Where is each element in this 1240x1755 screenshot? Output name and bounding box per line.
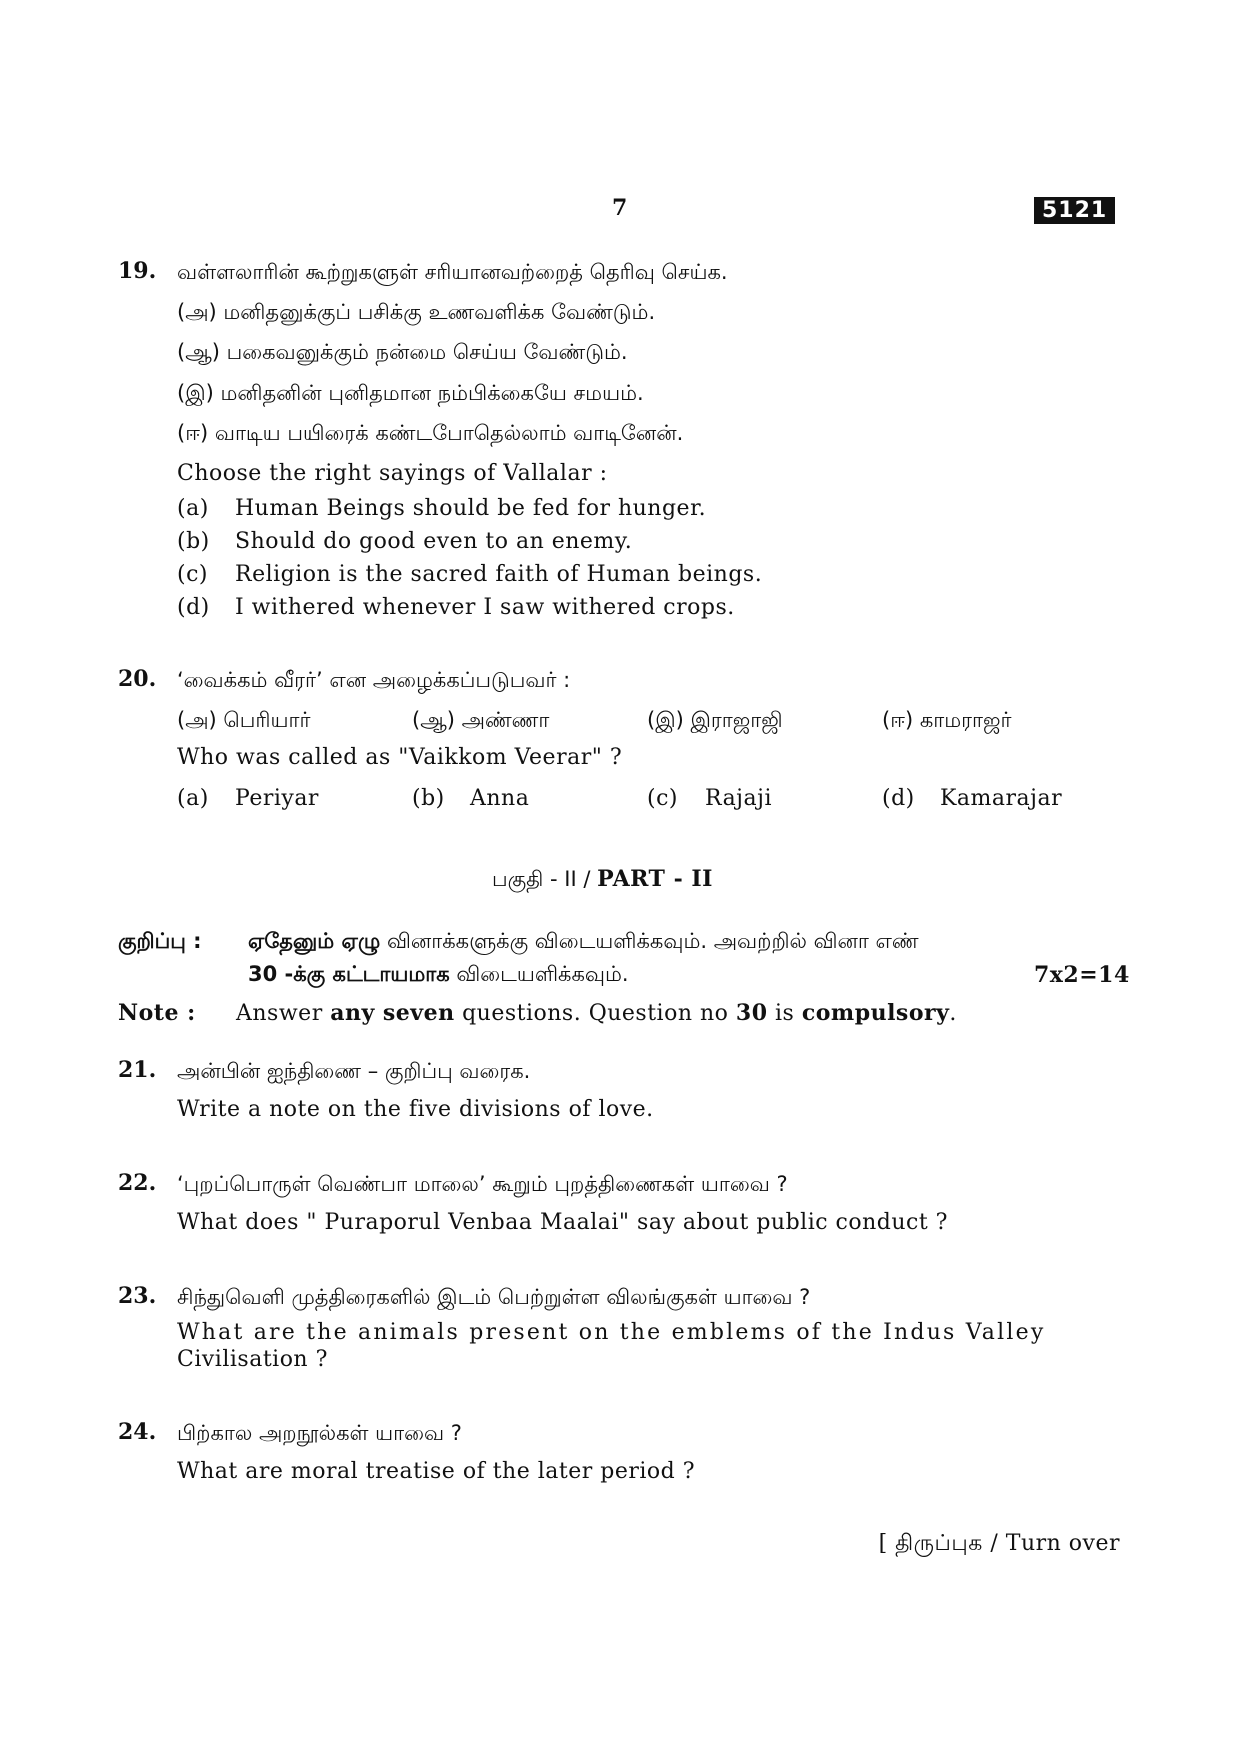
note-text: Answer: [236, 1001, 331, 1026]
option-label: (a): [177, 496, 209, 521]
option-text: I withered whenever I saw withered crops.: [235, 595, 735, 620]
english-option: [882, 786, 1062, 811]
part-heading: [492, 866, 713, 894]
option-label: (b): [412, 786, 445, 811]
part-heading-english: PART - II: [597, 866, 713, 892]
question-number: 22.: [118, 1170, 157, 1196]
note-english: [236, 1000, 957, 1026]
question-english: Choose the right sayings of Vallalar :: [177, 461, 608, 486]
tamil-option: (இ) இராஜாஜி: [647, 708, 783, 732]
question-tamil: அன்பின் ஐந்திணை – குறிப்பு வரைக.: [177, 1059, 531, 1083]
part-heading-tamil: பகுதி - II /: [492, 867, 598, 891]
english-option: [177, 786, 319, 811]
question-english: Civilisation ?: [177, 1347, 328, 1372]
option-label: (d): [177, 595, 210, 620]
english-option: [177, 529, 632, 554]
question-english: Write a note on the five divisions of love.: [177, 1097, 654, 1122]
option-text: Periyar: [235, 786, 319, 811]
english-option: [177, 562, 762, 587]
question-english: What are moral treatise of the later period ?: [177, 1459, 696, 1484]
turn-over-note: [ திருப்புக / Turn over: [878, 1531, 1120, 1556]
note-bold: 30: [735, 1000, 768, 1026]
tamil-option: (ஈ) காமராஜர்: [882, 708, 1012, 732]
tamil-option: (ஈ) வாடிய பயிரைக் கண்டபோதெல்லாம் வாடினேன்.: [177, 421, 684, 445]
english-option: [177, 595, 735, 620]
option-label: (b): [177, 529, 210, 554]
note-text: விடையளிக்கவும்.: [449, 962, 629, 986]
note-text: வினாக்களுக்கு விடையளிக்கவும். அவற்றில் வினா எண்: [380, 929, 919, 953]
option-label: (c): [647, 786, 678, 811]
tamil-option: (அ) மனிதனுக்குப் பசிக்கு உணவளிக்க வேண்டும்.: [177, 300, 656, 324]
option-label: (d): [882, 786, 915, 811]
question-number: 24.: [118, 1419, 157, 1445]
question-tamil: ‘வைக்கம் வீரர்’ என அழைக்கப்படுபவர் :: [177, 668, 571, 692]
option-text: Anna: [470, 786, 530, 811]
english-option: [177, 496, 706, 521]
question-tamil: சிந்துவெளி முத்திரைகளில் இடம் பெற்றுள்ள விலங்குகள் யாவை ?: [177, 1285, 811, 1309]
note-text: .: [949, 1001, 957, 1026]
tamil-option: (ஆ) அண்ணா: [412, 708, 550, 732]
question-english: Who was called as "Vaikkom Veerar" ?: [177, 745, 623, 770]
tamil-option: (இ) மனிதனின் புனிதமான நம்பிக்கையே சமயம்.: [177, 381, 644, 405]
note-tamil-line2: [248, 962, 629, 989]
marks-allocation: 7x2=14: [1034, 962, 1130, 988]
note-bold: any seven: [330, 1000, 455, 1026]
option-label: (c): [177, 562, 208, 587]
note-bold: compulsory: [801, 1000, 950, 1026]
question-english: What does " Puraporul Venbaa Maalai" say about public conduct ?: [177, 1210, 948, 1235]
option-text: Human Beings should be fed for hunger.: [235, 496, 707, 521]
note-bold: 30 -க்கு கட்டாயமாக: [248, 962, 450, 986]
option-label: (a): [177, 786, 209, 811]
question-number: 20.: [118, 666, 157, 692]
english-option: [412, 786, 529, 811]
note-text: questions. Question no: [454, 1001, 736, 1026]
question-number: 21.: [118, 1057, 157, 1083]
note-bold: ஏதேனும் ஏழு: [248, 929, 381, 953]
option-text: Rajaji: [705, 786, 772, 811]
note-label-english: Note :: [118, 1000, 196, 1026]
question-number: 23.: [118, 1283, 157, 1309]
note-label-tamil: குறிப்பு :: [118, 929, 202, 953]
tamil-option: (ஆ) பகைவனுக்கும் நன்மை செய்ய வேண்டும்.: [177, 340, 628, 364]
option-text: Kamarajar: [940, 786, 1063, 811]
option-text: Should do good even to an enemy.: [235, 529, 633, 554]
question-number: 19.: [118, 258, 157, 284]
question-english: What are the animals present on the emblems of the Indus Valley: [177, 1320, 1046, 1345]
option-text: Religion is the sacred faith of Human beings.: [235, 562, 763, 587]
question-tamil: ‘புறப்பொருள் வெண்பா மாலை’ கூறும் புறத்திணைகள் யாவை ?: [177, 1172, 788, 1196]
english-option: [647, 786, 772, 811]
paper-code: 5121: [1034, 197, 1115, 224]
page-number: 7: [612, 195, 628, 221]
question-tamil: வள்ளலாரின் கூற்றுகளுள் சரியானவற்றைத் தெரிவு செய்க.: [177, 260, 728, 284]
question-tamil: பிற்கால அறநூல்கள் யாவை ?: [177, 1421, 462, 1445]
note-text: is: [767, 1001, 802, 1026]
note-tamil-line1: [248, 929, 919, 956]
tamil-option: (அ) பெரியார்: [177, 708, 311, 732]
